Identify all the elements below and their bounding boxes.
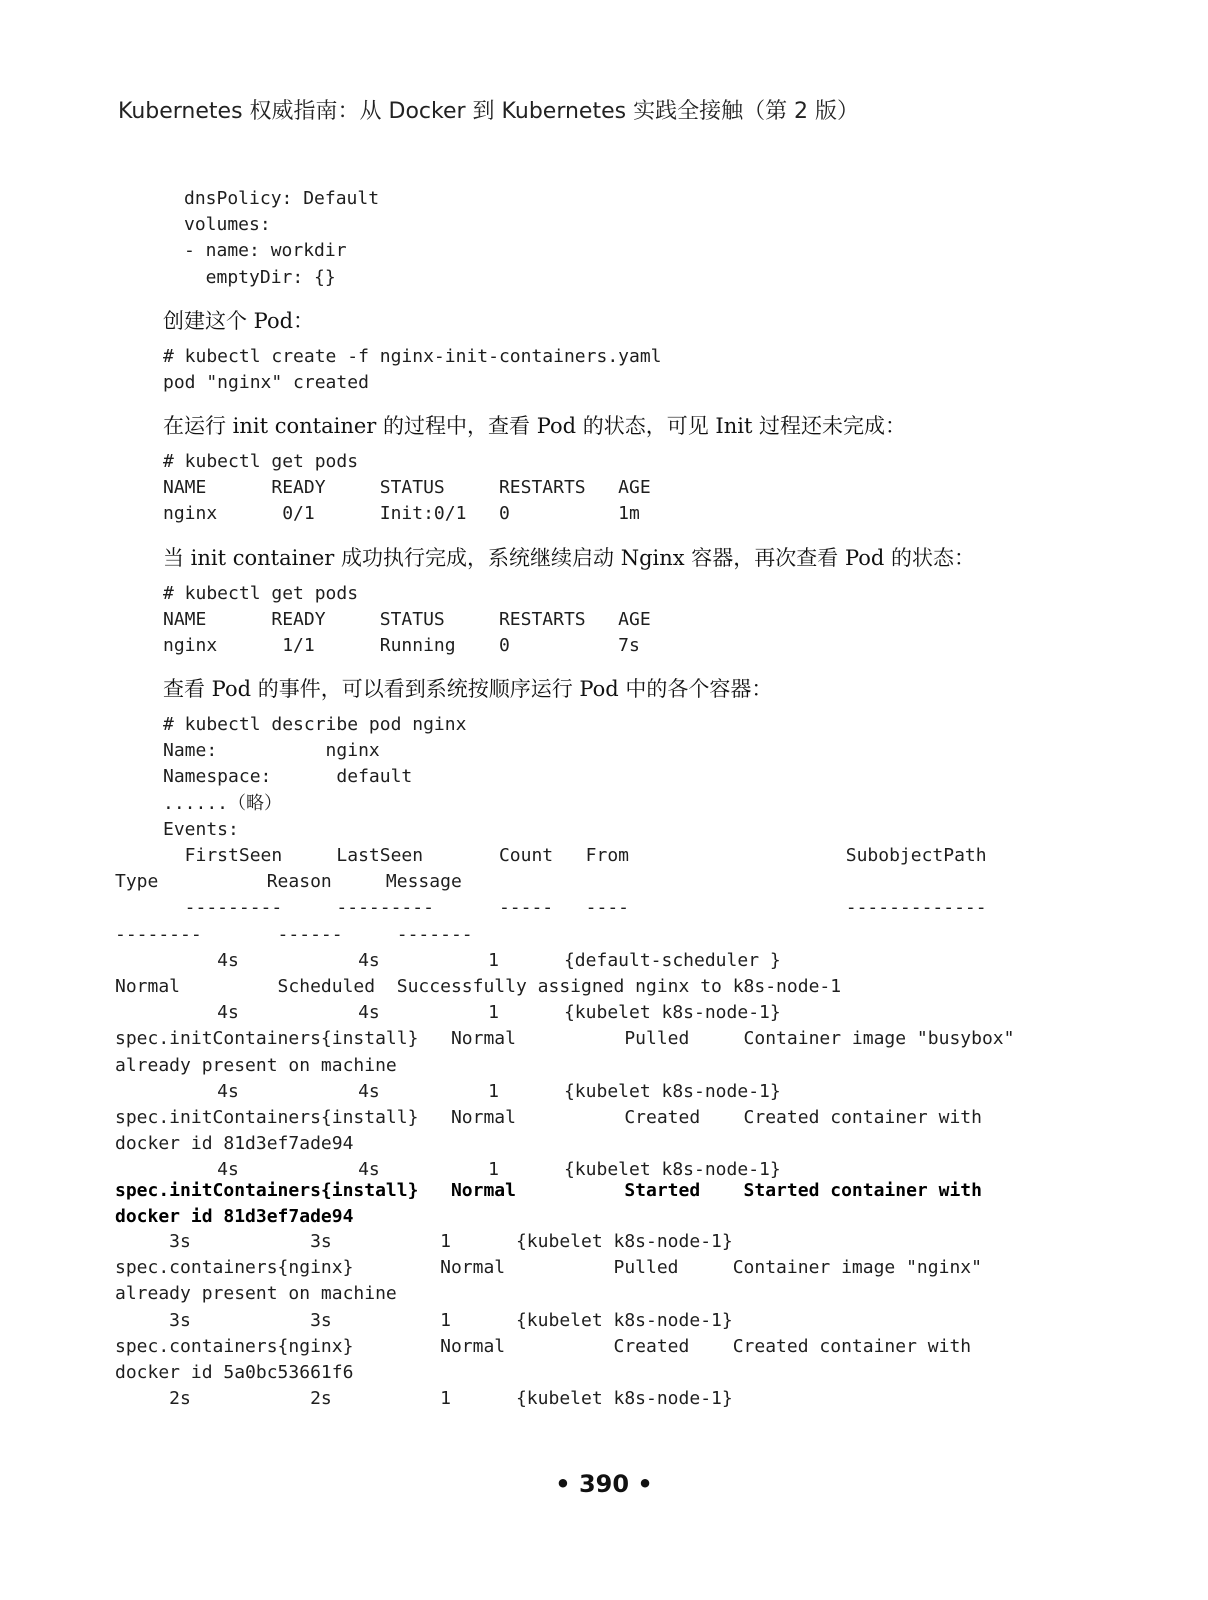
describe-line: 4s 4s 1 {default-scheduler } [163, 949, 781, 971]
describe-line: Events: [163, 818, 239, 840]
describe-line: Normal Scheduled Successfully assigned nginx to k8s-node-1 [115, 976, 842, 998]
yaml-tail-block: dnsPolicy: Default volumes: - name: workdir emptyDir: {} [184, 188, 380, 288]
describe-line: ......（略） [163, 792, 283, 814]
running-header: Kubernetes 权威指南：从 Docker 到 Kubernetes 实践全接触（第 2 版） [118, 99, 860, 124]
create-command-block: # kubectl create -f nginx-init-containers.yaml pod "nginx" created [163, 346, 662, 394]
describe-line: Namespace: default [163, 766, 413, 788]
describe-output-head [115, 712, 1015, 1184]
prose-init-running: 在运行 init container 的过程中，查看 Pod 的状态，可见 Init 过程还未完成： [163, 414, 907, 438]
get-pods-block-1: # kubectl get pods NAME READY STATUS RESTARTS AGE nginx 0/1 Init:0/1 0 1m [163, 451, 651, 525]
describe-line: docker id 81d3ef7ade94 [115, 1133, 354, 1155]
describe-line: FirstSeen LastSeen Count From SubobjectPath [163, 845, 987, 867]
describe-line: # kubectl describe pod nginx [163, 714, 467, 735]
describe-line: 4s 4s 1 {kubelet k8s-node-1} [163, 1159, 781, 1181]
page-number: • 390 • [555, 1470, 653, 1498]
describe-line: 4s 4s 1 {kubelet k8s-node-1} [163, 1080, 781, 1102]
describe-output-highlight: spec.initContainers{install} Normal Started Started container with docker id 81d3ef7ade94 [115, 1180, 982, 1228]
describe-line: spec.initContainers{install} Normal Pulled Container image "busybox" [115, 1028, 1015, 1050]
prose-events: 查看 Pod 的事件，可以看到系统按顺序运行 Pod 中的各个容器： [163, 677, 773, 701]
prose-create-pod: 创建这个 Pod： [163, 309, 315, 333]
describe-line: --------- --------- ----- ---- ------------- [163, 897, 987, 919]
describe-line: -------- ------ ------- [115, 923, 473, 945]
prose-init-done: 当 init container 成功执行完成，系统继续启动 Nginx 容器，再次查看 Pod 的状态： [163, 546, 975, 570]
describe-line: already present on machine [115, 1054, 397, 1076]
get-pods-block-2: # kubectl get pods NAME READY STATUS RESTARTS AGE nginx 1/1 Running 0 7s [163, 583, 651, 657]
describe-line: 4s 4s 1 {kubelet k8s-node-1} [163, 1002, 781, 1024]
describe-line: Type Reason Message [115, 871, 462, 893]
describe-line: spec.initContainers{install} Normal Created Created container with [115, 1107, 982, 1129]
describe-line: Name: nginx [163, 740, 380, 762]
describe-output-tail: 3s 3s 1 {kubelet k8s-node-1} spec.containers{nginx} Normal Pulled Container image "nginx" already present on machine 3s 3s 1 {kubelet k8s-node-1} spec.containers{nginx} Normal Created Created container with docker id 5a0bc53661f6 2s 2s 1 {kubelet k8s-node-1} [115, 1231, 982, 1410]
